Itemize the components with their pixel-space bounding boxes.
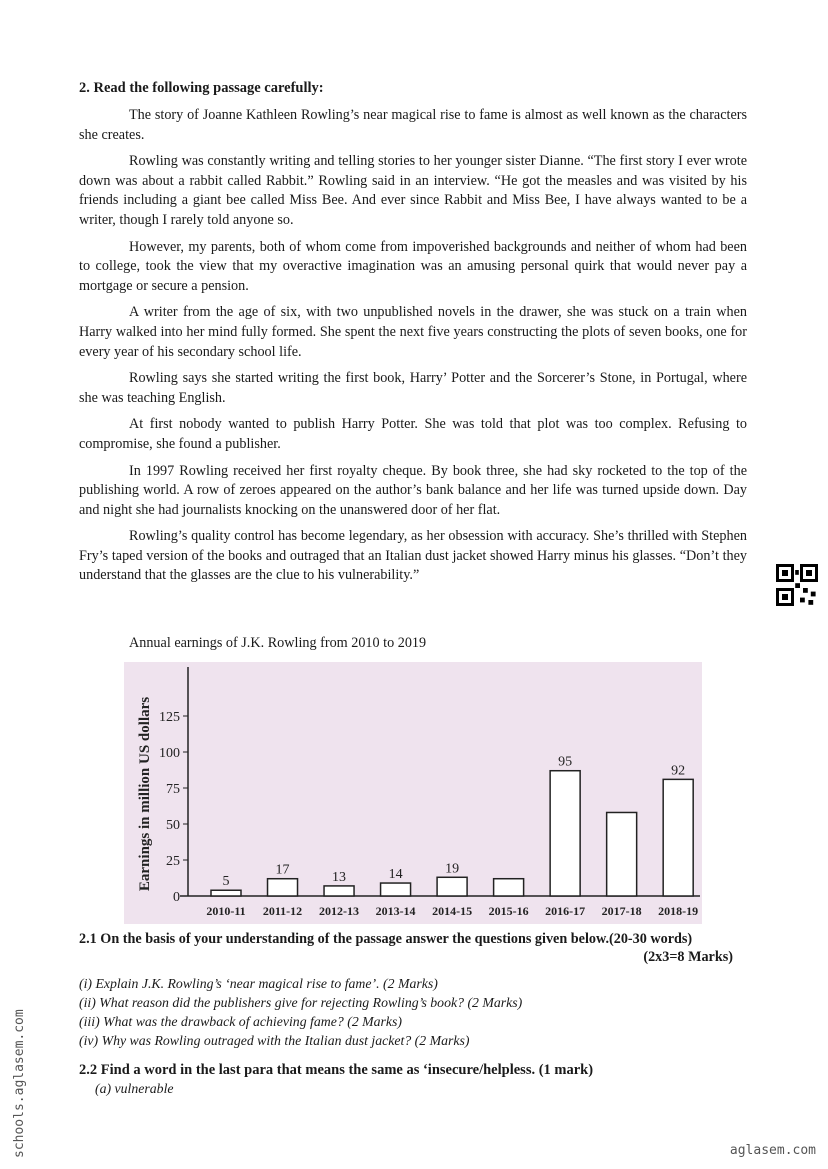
data-label: 19	[445, 861, 460, 877]
y-tick-label: 0	[173, 890, 180, 905]
bar	[381, 883, 411, 896]
paragraph: Rowling’s quality control has become legendary, as her obsession with accuracy. She’s thrilled with Stephen Fry’s taped version of the books and outraged that an Italian dust jacket showed Harry minus his glasses. “Don’t they understand that the glasses are the clue to his vulnerability.”	[79, 528, 747, 584]
chart-caption: Annual earnings of J.K. Rowling from 2010 to 2019	[129, 635, 427, 651]
bar	[550, 771, 580, 896]
bar	[268, 879, 298, 896]
x-tick-label: 2010-11	[206, 904, 246, 918]
data-label: 5	[222, 874, 230, 890]
data-label: 95	[558, 754, 573, 770]
data-label: 17	[275, 862, 290, 878]
watermark-left: schools.aglasem.com	[12, 1009, 27, 1158]
y-tick-label: 50	[166, 818, 180, 833]
y-axis-label: Earnings in million US dollars	[137, 696, 153, 892]
data-label: 14	[388, 867, 403, 883]
question-item: (iv) Why was Rowling outraged with the Italian dust jacket? (2 Marks)	[79, 1033, 470, 1048]
earnings-bar-chart	[124, 662, 702, 924]
bar	[663, 779, 693, 896]
x-tick-label: 2017-18	[601, 904, 642, 918]
qr-code-icon	[776, 564, 818, 606]
bar	[437, 877, 467, 896]
question-2-2: 2.2 Find a word in the last para that means the same as ‘insecure/helpless. (1 mark)	[79, 1062, 594, 1078]
bar	[324, 886, 354, 896]
paragraph: At first nobody wanted to publish Harry Potter. She was told that plot was too complex. Refusing to compromise, she found a publisher.	[79, 416, 747, 452]
section-heading: 2. Read the following passage carefully:	[79, 80, 324, 96]
question-item: (iii) What was the drawback of achieving fame? (2 Marks)	[79, 1014, 403, 1029]
x-tick-label: 2011-12	[262, 904, 303, 918]
question-2-1-text: 2.1 On the basis of your understanding of the passage answer the questions given below.(20-30 words)	[79, 931, 693, 947]
paragraph: However, my parents, both of whom come from impoverished backgrounds and neither of whom had been to college, took the view that my overactive imagination was an amusing personal quirk that would never pay a mortgage or secure a pension.	[79, 238, 747, 294]
data-label: 92	[671, 763, 686, 779]
x-tick-label: 2012-13	[319, 904, 360, 918]
passage	[79, 106, 747, 593]
x-tick-label: 2013-14	[375, 904, 416, 918]
x-tick-label: 2015-16	[488, 904, 529, 918]
data-label: 13	[332, 869, 347, 885]
paragraph: Rowling was constantly writing and telling stories to her younger sister Dianne. “The first story I ever wrote down was about a rabbit called Rabbit.” Rowling said in an interview. “He got the measles and was visited by his friends including a giant bee called Miss Bee. And ever since Rabbit and Miss Bee, I have always wanted to be a writer, though I rarely told anyone so.	[79, 153, 747, 228]
question-2-1	[79, 930, 747, 966]
x-tick-label: 2016-17	[545, 904, 586, 918]
bar	[211, 890, 241, 896]
paragraph: A writer from the age of six, with two unpublished novels in the drawer, she was stuck on a train when Harry walked into her mind fully formed. She spent the next five years constructing the plots of seven books, one for every year of his secondary school life.	[79, 304, 747, 360]
paragraph: Rowling says she started writing the first book, Harry’ Potter and the Sorcerer’s Stone, in Portugal, where she was teaching English.	[79, 370, 747, 406]
bar	[494, 879, 524, 896]
question-item: (ii) What reason did the publishers give for rejecting Rowling’s book? (2 Marks)	[79, 995, 523, 1010]
paragraph: The story of Joanne Kathleen Rowling’s near magical rise to fame is almost as well known as the characters she creates.	[79, 107, 747, 143]
question-item: (i) Explain J.K. Rowling’s ‘near magical rise to fame’. (2 Marks)	[79, 976, 438, 991]
y-tick-label: 125	[159, 710, 180, 725]
bar	[607, 812, 637, 896]
y-tick-label: 25	[166, 854, 180, 869]
x-tick-label: 2014-15	[432, 904, 473, 918]
x-tick-label: 2018-19	[658, 904, 699, 918]
watermark-right: aglasem.com	[729, 1143, 816, 1158]
answer: (a) vulnerable	[95, 1081, 174, 1096]
paragraph: In 1997 Rowling received her first royalty cheque. By book three, she had sky rocketed to the top of the publishing world. A row of zeroes appeared on the author’s bank balance and her life was turned upside down. Day and night she had journalists knocking on the unanswered door of her flat.	[79, 462, 747, 518]
y-tick-label: 100	[159, 746, 180, 761]
y-tick-label: 75	[166, 782, 180, 797]
question-2-1-marks: (2x3=8 Marks)	[643, 949, 733, 965]
